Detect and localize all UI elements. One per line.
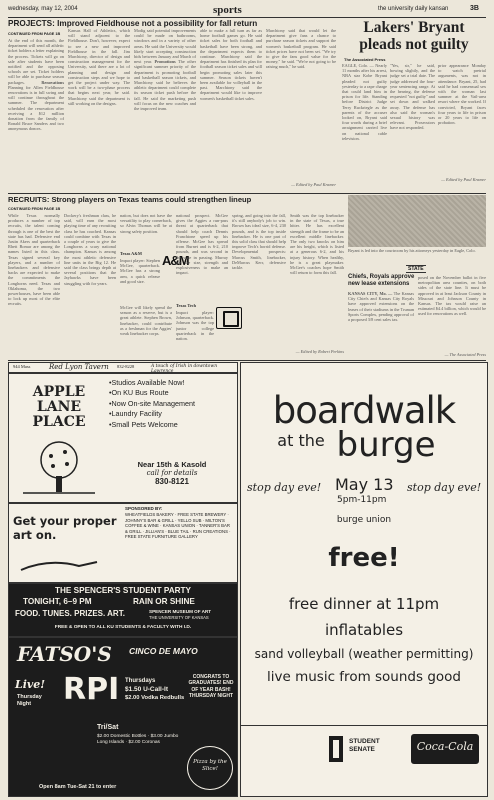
fatsos-friday: Tri/Sat <box>97 724 119 731</box>
page-header <box>8 4 486 16</box>
spencer-university: THE UNIVERSITY OF KANSAS <box>149 615 209 620</box>
spencer-free-access: FREE & OPEN TO ALL KU STUDENTS & FACULTY WITH I.D. <box>54 625 192 630</box>
state-label: STATE <box>408 266 424 272</box>
recruits-texas-tech-label: Texas Tech <box>176 303 197 308</box>
lakers-story <box>342 19 486 191</box>
apple-feature-pets: •Small Pets Welcome <box>109 419 178 429</box>
projects-col-3: Modig said potential improvements could be made on bathrooms, windows and in a variety of other areas. He said the University would likely start accepting construction bids between January and March of next year. Promotions The other significant summer priority of the department is promoting football and basketball season tickets, and Marchiony said he believes the athletic department could complete its season ticket push before the fall. He said the marketing push will focus on the new coaches and the improved team. <box>134 28 196 112</box>
projects-story <box>8 19 338 191</box>
spencer-rain: RAIN OR SHINE <box>133 597 195 606</box>
header-section: sports <box>213 4 242 16</box>
fatsos-cinco: CINCO DE MAYO <box>129 646 198 656</box>
state-col-1: KANSAS CITY, Mo. — The Kansas City Chiefs and Kansas City Royals have approved extensions on the leases of their stadiums in the Truman Sports Complex, pending approval of a proposed 3/8 cent sales tax. <box>348 291 414 323</box>
apple-feature-laundry: •Laundry Facility <box>109 409 162 419</box>
projects-col-4: able to make a full turn as far as home football games go. He said ticket sales for both football and basketball have been strong, and the department expects them to continue. Marchiony said the department has finished its plan for football season ticket sales and will begin promoting sales later this summer. Season tickets haven't been available for volleyball in the past. Marchiony said the department would like to improve women's basketball ticket sales. <box>200 28 262 101</box>
boardwalk-time: 5pm-11pm <box>337 495 387 505</box>
spencer-title: THE SPENCER'S STUDENT PARTY <box>55 586 191 595</box>
recruits-story <box>8 195 344 358</box>
recruits-col-1: While Texas normally produces a number of top recruits, the talent coming through is one of the best the state has had. Defensive end Justin Akers and quarterback Rhett Bomar are among the names listed in this class. Texas signed several key players, and a number of linebackers and defensive backs are expected to make the commitments the Longhorns need. Texas and Oklahoma, the two powerhouses, have been able to lock up most of the elite recruits. <box>8 213 60 307</box>
recruits-col-4: national prospect. McGee gives the Aggies a run-pass threat at quarterback that should help coach Dennis Franchione speed up his offense. McGee has spread from Burnet and is 6-2, 210 pounds, and was second in the state in passing. Murray has the size, strength and explosiveness to make an impact. <box>176 213 228 276</box>
apple-tree-illustration <box>19 438 99 496</box>
senate-seal-icon <box>327 734 345 764</box>
apple-lane-ad <box>8 373 238 503</box>
recruits-col-5: spring, and going into the fall, it's still anybody's job to win. Brown has ideal size, 6-4, 230 pounds, and is the top inside linebacker. He is one part of this solid class that should help improve Tech's horrid defense. Developmental prospects: Marcus Smith, linebacker, DeMarcus Kerr, defensive tackle. <box>232 213 286 271</box>
art-sponsors-list: WHEATFIELDS BAKERY · FREE STATE BREWERY · JOHNNY'S BAR & GRILL · YELLO SUB · MILTON'S COFFEE & WINE · KANSAS UNION · TANNER'S BAR & GRILL · JILLIAN'S · BLUE TAIL · RUN CREATIONS · FREE STATE FURNITURE GALLERY <box>125 512 231 539</box>
recruits-continued: CONTINUED FROM PAGE 1B <box>8 207 61 211</box>
recruits-texas-tech-text: Impact player: Johnson, quarterback. Johnson was the top junior college quarterback in the nation. <box>176 310 214 342</box>
state-photo <box>348 195 486 247</box>
state-headline: Chiefs, Royals approve new lease extensions <box>348 274 415 287</box>
art-brush-icon <box>19 556 99 576</box>
boardwalk-title: boardwalk <box>272 389 456 432</box>
recruits-col-3: nation, but does not have the versatility to play cornerback, so Alvin Thomas will be at strong safety position. <box>120 213 172 234</box>
apple-tree-icon <box>19 438 99 496</box>
apple-call: call for details <box>146 469 198 477</box>
apple-phone: 830-8121 <box>155 477 189 486</box>
projects-headline: PROJECTS: Improved Fieldhouse not a possibility for fall return <box>8 19 258 28</box>
red-lyon-name: Red Lyon Tavern <box>49 363 109 371</box>
recruits-texas-am-text: Impact player: Stephen McGee, quarterback. McGee has a strong arm, a quick release and good size. <box>120 258 160 284</box>
fatsos-friday-deal: $2.00 Domestic Bottles · $3.00 Jumbo Long Islands · $2.00 Coronas <box>97 734 179 745</box>
state-story <box>348 195 486 358</box>
lakers-col-1: EAGLE, Colo. — Nearly 11 months after his arrest, NBA star Kobe Bryant pleaded not guilty yesterday to a rape charge that could land him in prison for life. Standing before District Judge Terry Ruckriegle as the parents of the accuser looked on, Bryant said four words during a brief arraignment carried live on national cable television. <box>342 63 387 141</box>
projects-col-5: Marchiony said that would let the department give fans a chance to purchase season tickets and support the women's basketball program. He said ticket prices have not been set. "We try to give the fans good value for the money," he said. "We're not going to be raising much," he said. <box>266 28 336 70</box>
lakers-headline: Lakers' Bryant pleads not guilty <box>359 19 469 53</box>
boardwalk-volleyball: sand volleyball (weather permitting) <box>254 647 474 661</box>
header-page-number: 3B <box>470 5 479 12</box>
recruits-col-2: Dockery's freshman class, he said, will earn the most playing time of any recruiting class he has coached. Kansas could combine with Texas in a couple of years to give the Longhorns a scary national champion. Kansas is among the most athletic defensive line units in the Big 12. He said the class brings depth at several positions that the Jayhawks have been struggling with for years. <box>64 213 116 286</box>
projects-byline: — Edited by Paul Kramer <box>291 182 336 187</box>
boardwalk-stop-day-left: stop day eve! <box>247 481 322 494</box>
spencer-museum: SPENCER MUSEUM OF ART <box>149 609 212 614</box>
art-sponsored-label: SPONSORED BY: <box>125 506 163 511</box>
apple-logo-block <box>9 374 107 502</box>
state-photo-caption: Bryant is led into the courtroom by his attorneys yesterday in Eagle, Colo. <box>348 248 476 253</box>
fatsos-live: Live! <box>15 678 46 691</box>
red-lyon-ad <box>8 362 238 373</box>
red-lyon-address: 944 Mass <box>13 364 31 369</box>
student-senate-logo-icon <box>327 734 345 764</box>
fatsos-thursdays-deal-2: $2.00 Vodka Redbulls <box>125 695 185 701</box>
boardwalk-ad <box>240 362 488 797</box>
spencer-party-ad <box>8 583 238 637</box>
section-rule-2 <box>8 360 486 361</box>
boardwalk-footer <box>241 725 487 797</box>
state-col-2: posed on the November ballot in five metropolitan area counties, on both sides of the state line. It must be approved in at least Jackson County in Missouri and Johnson County in Kansas. The tax would raise an estimated $4.4 billion, which would be used for renovations as well. <box>418 275 486 317</box>
lakers-byline: — Edited by Paul Kramer <box>441 177 486 182</box>
fatsos-graduates: CONGRATS TO GRADUATES! END OF YEAR BASH! THURSDAY NIGHT <box>188 674 234 700</box>
boardwalk-date: May 13 <box>335 475 394 494</box>
state-dateline: KANSAS CITY, Mo. — <box>348 291 393 296</box>
recruits-headline: RECRUITS: Strong players on Texas teams could strengthen lineup <box>8 195 252 204</box>
red-lyon-phone: 832-8228 <box>117 364 135 369</box>
state-source: — The Associated Press <box>444 352 486 357</box>
header-date: wednesday, may 12, 2004 <box>8 6 78 12</box>
art-tagline: Get your proper art on. <box>13 514 117 542</box>
apple-location: Near 15th & Kasold <box>137 460 207 469</box>
lakers-col-2: "Yes, sir," he said, bowing slightly, and the judge set a trial date. The judge addressed the four-year sentencing range. At the hearing, the defense requested "not guilty" and set down and walked away. The defense has also said the woman's sexual history was relevant. Prosecutors have not responded. <box>390 63 435 131</box>
red-lyon-tagline: A touch of Irish in downtown Lawrence <box>151 364 218 373</box>
boardwalk-at-the: at the <box>277 431 325 450</box>
fatsos-hours: Open 8am Tue-Sat 21 to enter <box>39 784 117 790</box>
recruits-col-3b: McGee will likely spend the season as a reserve, but is a great athlete. Stephen Brown, linebacker, could contribute as a freshman for the Aggies' weak linebacker corps. <box>120 305 172 337</box>
fatsos-name: FATSO'S <box>17 642 112 666</box>
apple-features-list <box>109 378 235 452</box>
boardwalk-burge: burge <box>336 425 436 465</box>
apple-contact <box>109 460 235 486</box>
recruits-byline: — Edited by Robert Perkins <box>295 349 344 354</box>
boardwalk-free: free! <box>328 543 400 573</box>
lakers-source: The Associated Press <box>344 57 386 62</box>
recruits-texas-am-label: Texas A&M <box>120 251 142 256</box>
boardwalk-where: burge union <box>336 515 392 525</box>
boardwalk-coke-text: Coca-Cola <box>416 740 474 753</box>
boardwalk-music: live music from sounds good <box>267 669 461 685</box>
fatsos-thursdays-deal: $1.50 U-Call-It <box>125 686 168 693</box>
header-rule <box>8 17 486 18</box>
recruits-col-6: Smith was the top linebacker in the state of Texas, a true hitter. He has excellent strength and the frame to be an excellent middle linebacker. The only two knocks on him are his height, which is listed at a generous 6-2, and his injury history. When healthy, he is a great playmaker. McGee's coaches hope Smith will return to form this fall. <box>290 213 344 276</box>
boardwalk-senate: STUDENT SENATE <box>349 738 380 753</box>
apple-feature-bus: •On KU Bus Route <box>109 388 169 398</box>
projects-col-2: Kansas Hall of Athletics, which will stand adjacent to the Fieldhouse. Don't, however, expect to see a new and improved Fieldhouse in the fall. Jim Marchiony, director of design and construction management for the University, said there are a lot of planning and design and construction steps and we hope to get the project under way. The work will be a two-phase process that begins next year, he said. Marchiony said the department is still working on the designs. <box>68 28 130 106</box>
boardwalk-coca-cola <box>411 734 479 764</box>
proper-art-ad <box>8 503 238 583</box>
fatsos-pizza: Pizza by the Slice! <box>193 759 227 772</box>
projects-promotions-label: Promotions <box>154 59 176 65</box>
spencer-time: TONIGHT, 6–9 PM <box>23 597 92 606</box>
apple-title-1: APPLE <box>32 384 86 400</box>
fatsos-thursdays-label: Thursdays <box>125 678 156 684</box>
boardwalk-stop-day-right: stop day eve! <box>407 481 482 494</box>
fatsos-rpi: RPI <box>63 672 120 707</box>
apple-title-2: LANE <box>36 399 82 415</box>
header-paper: the university daily kansan <box>378 6 449 12</box>
boardwalk-inflatables: inflatables <box>324 621 404 639</box>
fatsos-pizza-box <box>187 746 233 790</box>
texas-am-logo: A&M <box>162 253 189 268</box>
boardwalk-dinner: free dinner at 11pm <box>288 595 440 613</box>
projects-continued: CONTINUED FROM PAGE 1B <box>8 32 61 36</box>
fatsos-ad <box>8 637 238 797</box>
recruits-texas-tech-box <box>176 303 240 356</box>
apple-feature-studios: •Studios Available Now! <box>109 378 185 387</box>
projects-col-1: At the end of this month, the department will send all athletic ticket holders a letter explaining the process. Tickets will go on sale after students have been notified and the opposing schools are set. Ticket holders will be able to purchase season packages. Renovations Planning for Allen Fieldhouse renovations is in full swing and will continue throughout the summer. The department scheduled the renovation after receiving a $12 million donation from the family of Ronald Bruce Sanders and two anonymous donors. <box>8 38 64 132</box>
spencer-food: FOOD. TUNES. PRIZES. ART. <box>15 609 125 618</box>
fatsos-thursday-night: Thursday Night <box>17 694 42 707</box>
apple-title-3: PLACE <box>32 414 86 430</box>
paint-brush-icon <box>19 556 99 576</box>
apple-feature-management: •Now On-site Management <box>109 398 196 408</box>
section-rule-1 <box>8 193 486 194</box>
lakers-col-3: prior appearance Monday to watch pretrial arguments, was not in attendance. Bryant, 25, had said he had consensual sex with the woman last summer at the Vail-area resort where she worked. If convicted, Bryant faces four years to life in prison or 20 years to life on probation. <box>438 63 486 126</box>
